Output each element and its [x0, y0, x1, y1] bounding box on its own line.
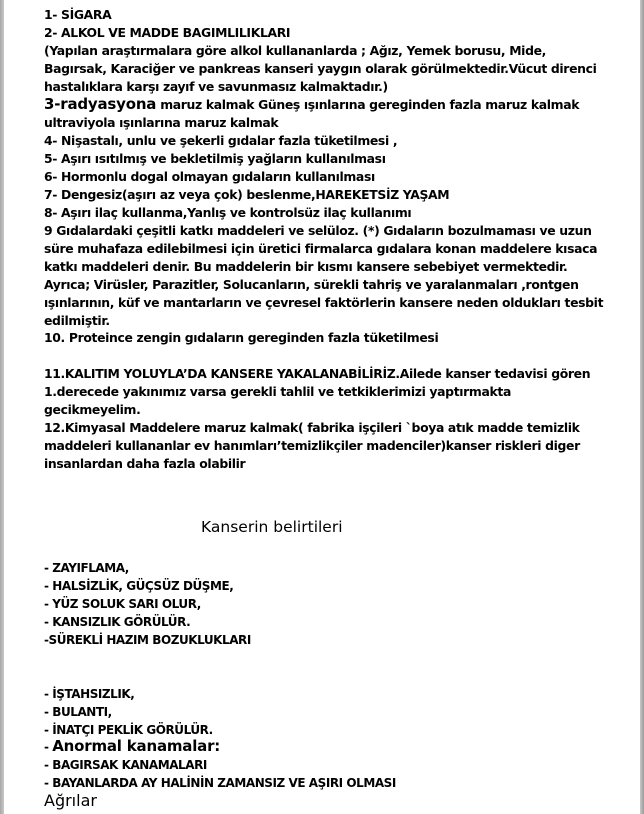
- cause-item: 1- SİGARA: [44, 7, 112, 22]
- page-left-border: [0, 0, 4, 814]
- cause-number: 3-: [44, 95, 61, 113]
- cause-item: 7- Dengesiz(aşırı az veya çok) beslenme,HAREKETSİZ YAŞAM: [44, 187, 450, 202]
- bleeding-heading-line: [44, 737, 220, 756]
- cause-text: maddeleri kullananlar ev hanımları’temizlikçiler madenciler)kanser riskleri diger: [44, 438, 580, 453]
- cause-text: katkı maddeleri denir. Bu maddelerin bir kısmı kansere sebebiyet vermektedir.: [44, 259, 568, 274]
- cause-text: gecikmeyelim.: [44, 402, 141, 417]
- page-right-border: [640, 0, 644, 814]
- symptom-item: - ZAYIFLAMA,: [44, 561, 129, 575]
- cause-item: 10. Proteince zengin gıdaların gereginden fazla tüketilmesi: [44, 330, 439, 345]
- symptom-item: - İNATÇI PEKLİK GÖRÜLÜR.: [44, 723, 213, 737]
- cause-text: 1.derecede yakınımız varsa gerekli tahlil ve tetkiklerimizi yaptırmakta: [44, 384, 511, 399]
- cause-item: 8- Aşırı ilaç kullanma,Yanlış ve kontrolsüz ilaç kullanımı: [44, 205, 412, 220]
- cause-text: ultraviyola ışınlarına maruz kalmak: [44, 115, 279, 130]
- cause-text: maruz kalmak Güneş ışınlarına gereginden fazla maruz kalmak: [156, 97, 580, 112]
- symptom-item: - KANSIZLIK GÖRÜLÜR.: [44, 615, 191, 629]
- cause-text: (Yapılan araştırmalara göre alkol kullananlarda ; Ağız, Yemek borusu, Mide,: [44, 43, 547, 58]
- bullet-dash: -: [44, 740, 53, 754]
- cause-item: 9 Gıdalardaki çeşitli katkı maddeleri ve selüloz. (*) Gıdaların bozulmaması ve uzun: [44, 223, 592, 238]
- symptom-item: -SÜREKLİ HAZIM BOZUKLUKLARI: [44, 633, 251, 647]
- cause-item: 11.KALITIM YOLUYLA’DA KANSERE YAKALANABİLİRİZ.Ailede kanser tedavisi gören: [44, 366, 591, 381]
- bleeding-heading: Anormal kanamalar:: [52, 737, 221, 755]
- symptom-item: - HALSİZLİK, GÜÇSÜZ DÜŞME,: [44, 579, 234, 593]
- symptom-item: - BAYANLARDA AY HALİNİN ZAMANSIZ VE AŞIRI OLMASI: [44, 776, 396, 790]
- cause-item: 6- Hormonlu dogal olmayan gıdaların kullanılması: [44, 169, 375, 184]
- cause-item: 2- ALKOL VE MADDE BAGIMLILIKLARI: [44, 25, 291, 40]
- symptom-item: - İŞTAHSIZLIK,: [44, 687, 135, 701]
- cause-text: edilmiştir.: [44, 313, 110, 328]
- cause-emphasis: radyasyona: [60, 95, 157, 113]
- cause-text: insanlardan daha fazla olabilir: [44, 456, 246, 471]
- cause-item: [44, 95, 579, 114]
- cause-text: ışınlarının, küf ve mantarların ve çevresel faktörlerin kansere neden oldukları tesbit: [44, 295, 604, 310]
- cause-item: 5- Aşırı ısıtılmış ve bekletilmiş yağların kullanılması: [44, 151, 386, 166]
- symptom-item: - BULANTI,: [44, 705, 112, 719]
- cause-text: Ayrıca; Virüsler, Parazitler, Solucanların, sürekli tahriş ve yaralanmaları ,rontgen: [44, 277, 579, 292]
- cause-item: 4- Nişastalı, unlu ve şekerli gıdalar fazla tüketilmesi ,: [44, 133, 398, 148]
- symptom-item: - YÜZ SOLUK SARI OLUR,: [44, 597, 201, 611]
- symptom-item: - BAGIRSAK KANAMALARI: [44, 758, 207, 772]
- cause-item: 12.Kimyasal Maddelere maruz kalmak( fabrika işçileri `boya atık madde temizlik: [44, 420, 580, 435]
- pain-heading: Ağrılar: [44, 791, 97, 810]
- cause-text: Bagırsak, Karaciğer ve pankreas kanseri yaygın olarak görülmektedir.Vücut direnci: [44, 61, 597, 76]
- cause-text: hastalıklara karşı zayıf ve savunmasız kalmaktadır.): [44, 79, 388, 94]
- cause-text: süre muhafaza edilebilmesi için üretici firmalarca gıdalara konan maddelere kısaca: [44, 241, 598, 256]
- symptoms-heading: Kanserin belirtileri: [201, 518, 343, 536]
